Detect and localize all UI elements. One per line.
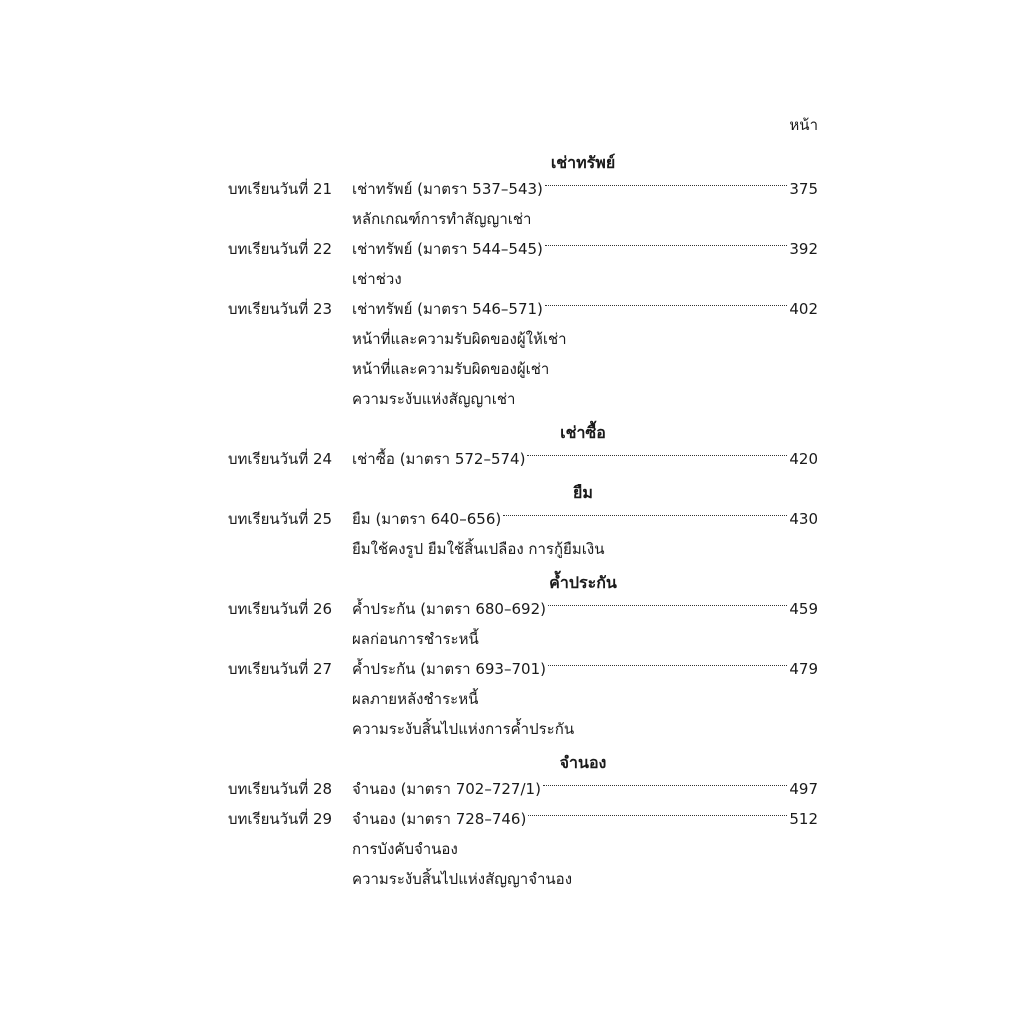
page-number: 497 xyxy=(789,780,818,798)
toc-subtopic: ความระงับแห่งสัญญาเช่า xyxy=(352,390,516,408)
toc-entry xyxy=(228,234,818,264)
toc-subtopic: การบังคับจำนอง xyxy=(352,840,458,858)
lesson-number: บทเรียนวันที่ 24 xyxy=(228,450,333,468)
lesson-number: บทเรียนวันที่ 22 xyxy=(228,240,333,258)
dot-leader xyxy=(528,815,787,816)
lesson-number: บทเรียนวันที่ 25 xyxy=(228,510,333,528)
entry-title: เช่าซื้อ (มาตรา 572–574) xyxy=(352,450,526,468)
lesson-number: บทเรียนวันที่ 26 xyxy=(228,600,333,618)
entry-title: จำนอง (มาตรา 728–746) xyxy=(352,810,527,828)
toc-entry xyxy=(228,804,818,834)
entry-title: ยืม (มาตรา 640–656) xyxy=(352,510,502,528)
page-column-label: หน้า xyxy=(789,116,818,134)
lesson-number: บทเรียนวันที่ 23 xyxy=(228,300,333,318)
toc-entry xyxy=(228,594,818,624)
section-title: เช่าซื้อ xyxy=(560,423,606,442)
toc-subtopic: ความระงับสิ้นไปแห่งสัญญาจำนอง xyxy=(352,870,573,888)
page-number: 375 xyxy=(789,180,818,198)
toc-subtopic: หลักเกณฑ์การทำสัญญาเช่า xyxy=(352,210,532,228)
toc-entry xyxy=(228,504,818,534)
section-title: จำนอง xyxy=(559,753,607,772)
lesson-number: บทเรียนวันที่ 21 xyxy=(228,180,333,198)
dot-leader xyxy=(545,185,787,186)
section-title: ค้ำประกัน xyxy=(549,573,617,592)
toc-subtopic: หน้าที่และความรับผิดของผู้เช่า xyxy=(352,360,550,378)
page-number: 420 xyxy=(789,450,818,468)
page-number: 512 xyxy=(789,810,818,828)
toc-subtopic: ยืมใช้คงรูป ยืมใช้สิ้นเปลือง การกู้ยืมเงิน xyxy=(352,540,605,558)
toc-subtopic: หน้าที่และความรับผิดของผู้ให้เช่า xyxy=(352,330,567,348)
section-spacer xyxy=(228,474,818,482)
entry-title: จำนอง (มาตรา 702–727/1) xyxy=(352,780,541,798)
dot-leader xyxy=(548,665,787,666)
dot-leader xyxy=(545,245,787,246)
section-spacer xyxy=(228,564,818,572)
toc-entry xyxy=(228,174,818,204)
dot-leader xyxy=(548,605,787,606)
lesson-number: บทเรียนวันที่ 29 xyxy=(228,810,333,828)
page-number: 402 xyxy=(789,300,818,318)
section-title: ยืม xyxy=(573,483,593,502)
toc-entry xyxy=(228,774,818,804)
entry-title: ค้ำประกัน (มาตรา 693–701) xyxy=(352,660,546,678)
toc-subtopic: ผลก่อนการชำระหนี้ xyxy=(352,630,479,648)
toc-subtopic: ความระงับสิ้นไปแห่งการค้ำประกัน xyxy=(352,720,575,738)
dot-leader xyxy=(527,455,787,456)
section-spacer xyxy=(228,414,818,422)
toc-entry xyxy=(228,294,818,324)
dot-leader xyxy=(543,785,787,786)
lesson-number: บทเรียนวันที่ 28 xyxy=(228,780,333,798)
page-number: 479 xyxy=(789,660,818,678)
toc-subtopic: ผลภายหลังชำระหนี้ xyxy=(352,690,479,708)
page-number: 459 xyxy=(789,600,818,618)
toc-subtopic: เช่าช่วง xyxy=(352,270,402,288)
table-of-contents xyxy=(228,152,818,894)
toc-entry xyxy=(228,444,818,474)
entry-title: เช่าทรัพย์ (มาตรา 537–543) xyxy=(352,180,543,198)
page-number: 430 xyxy=(789,510,818,528)
dot-leader xyxy=(503,515,787,516)
dot-leader xyxy=(545,305,787,306)
lesson-number: บทเรียนวันที่ 27 xyxy=(228,660,333,678)
page-number: 392 xyxy=(789,240,818,258)
entry-title: ค้ำประกัน (มาตรา 680–692) xyxy=(352,600,546,618)
section-spacer xyxy=(228,744,818,752)
toc-entry xyxy=(228,654,818,684)
entry-title: เช่าทรัพย์ (มาตรา 544–545) xyxy=(352,240,543,258)
section-title: เช่าทรัพย์ xyxy=(550,153,616,172)
entry-title: เช่าทรัพย์ (มาตรา 546–571) xyxy=(352,300,543,318)
